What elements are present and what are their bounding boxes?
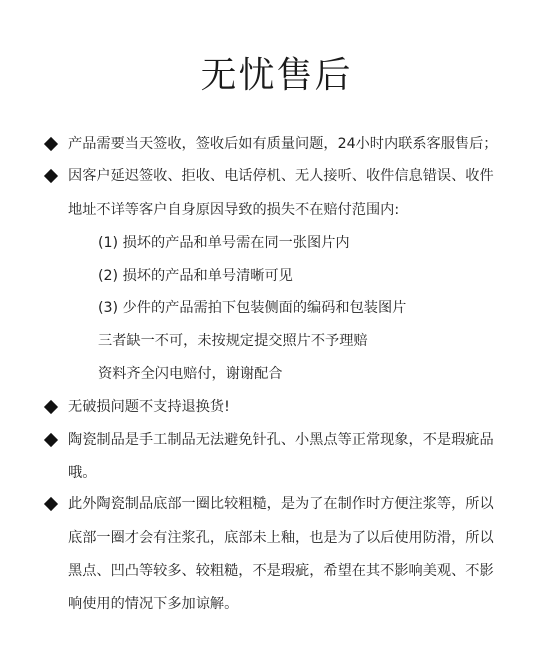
diamond-bullet-icon [44, 137, 58, 151]
bullet-5-line-3: 黑点、凹凸等较多、较粗糙，不是瑕疵，希望在其不影响美观、不影 [68, 563, 494, 579]
subitem-3: (3) 少件的产品需拍下包装侧面的编码和包装图片 [98, 300, 407, 316]
diamond-bullet-icon [44, 169, 58, 183]
bullet-4-line-1: 陶瓷制品是手工制品无法避免针孔、小黑点等正常现象，不是瑕疵品 [68, 432, 494, 448]
diamond-bullet-icon [44, 433, 58, 447]
subitem-1: (1) 损坏的产品和单号需在同一张图片内 [98, 235, 350, 251]
subitem-2: (2) 损坏的产品和单号清晰可见 [98, 268, 293, 284]
note-2: 资料齐全闪电赔付，谢谢配合 [98, 366, 283, 382]
bullet-5-line-1: 此外陶瓷制品底部一圈比较粗糙，是为了在制作时方便注浆等，所以 [68, 496, 494, 512]
bullet-1-line-1: 产品需要当天签收，签收后如有质量问题，24小时内联系客服售后； [68, 136, 498, 152]
page-title: 无忧售后 [200, 55, 353, 96]
diamond-bullet-icon [44, 400, 58, 414]
note-1: 三者缺一不可，未按规定提交照片不予理赔 [98, 333, 368, 349]
bullet-3-line-1: 无破损问题不支持退换货! [68, 399, 230, 415]
bullet-5-line-2: 底部一圈才会有注浆孔，底部未上釉，也是为了以后使用防滑，所以 [68, 530, 494, 546]
bullet-5-line-4: 响使用的情况下多加谅解。 [68, 596, 239, 612]
bullet-2-line-1: 因客户延迟签收、拒收、电话停机、无人接听、收件信息错误、收件 [68, 168, 494, 184]
bullet-4-line-2: 哦。 [68, 465, 97, 481]
diamond-bullet-icon [44, 497, 58, 511]
bullet-2-line-2: 地址不详等客户自身原因导致的损失不在赔付范围内: [68, 202, 400, 218]
